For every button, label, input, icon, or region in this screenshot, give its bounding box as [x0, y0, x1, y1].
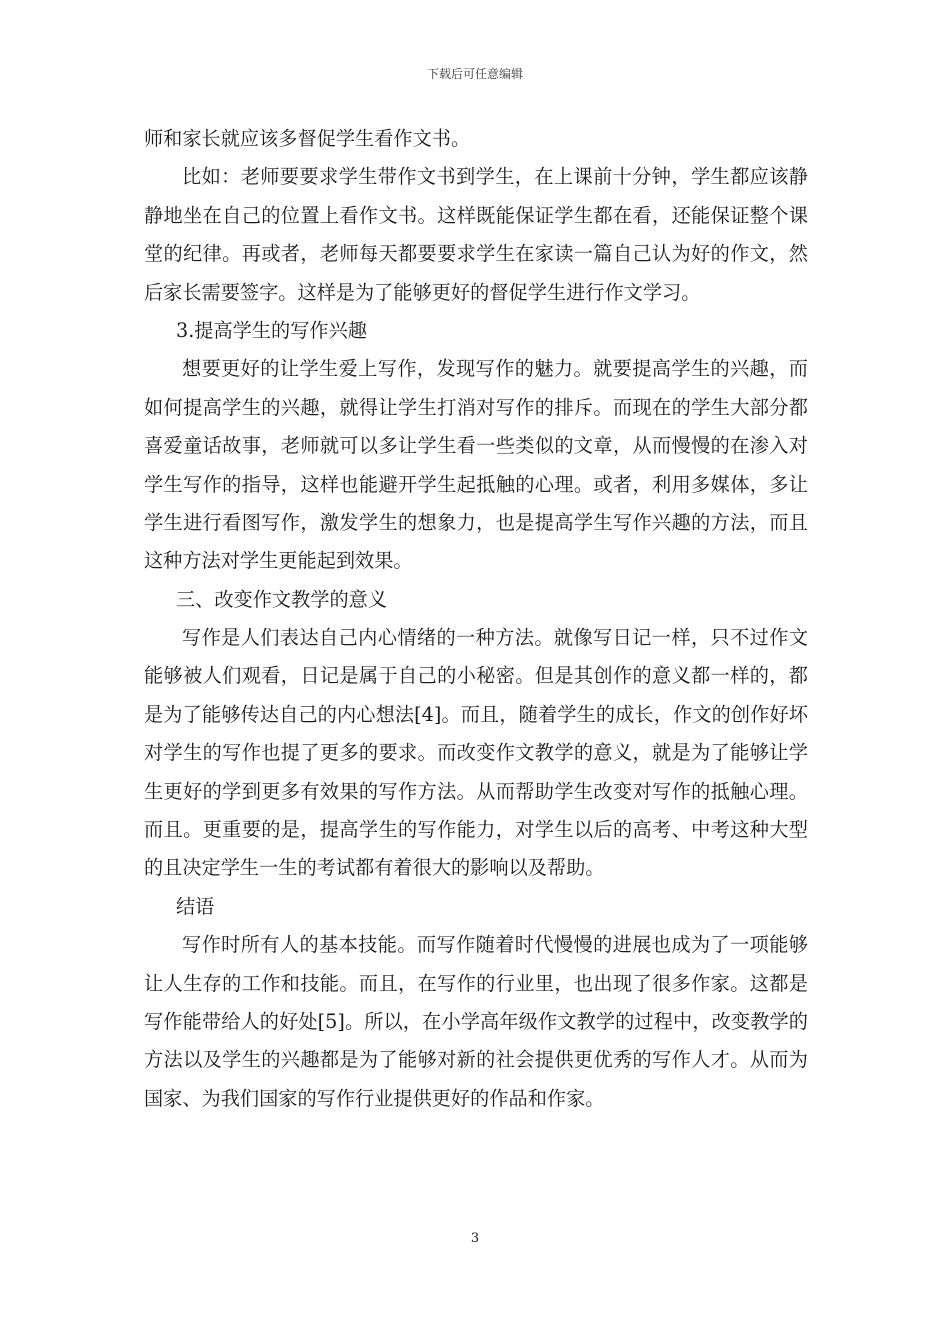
- paragraph-line: 后家长需要签字。这样是为了能够更好的督促学生进行作文学习。: [144, 280, 701, 304]
- paragraph-line: 堂的纪律。再或者，老师每天都要要求学生在家读一篇自己认为好的作文，然: [144, 242, 808, 266]
- section-heading: 三、改变作文教学的意义: [176, 587, 388, 611]
- paragraph-line: 让人生存的工作和技能。而且，在写作的行业里，也出现了很多作家。这都是: [144, 971, 808, 995]
- section-heading: 3.提高学生的写作兴趣: [176, 318, 367, 342]
- paragraph-line: 想要更好的让学生爱上写作，发现写作的魅力。就要提高学生的兴趣，而: [182, 357, 808, 381]
- section-heading: 结语: [176, 894, 215, 918]
- paragraph-line: 写作能带给人的好处[5]。所以，在小学高年级作文教学的过程中，改变教学的: [144, 1009, 808, 1033]
- paragraph-line: 国家、为我们国家的写作行业提供更好的作品和作家。: [144, 1086, 605, 1110]
- paragraph-line: 写作时所有人的基本技能。而写作随着时代慢慢的进展也成为了一项能够: [182, 933, 808, 957]
- paragraph-line: 学生进行看图写作，激发学生的想象力，也是提高学生写作兴趣的方法，而且: [144, 510, 808, 534]
- paragraph-line: 的且决定学生一生的考试都有着很大的影响以及帮助。: [144, 856, 605, 880]
- paragraph-line: 这种方法对学生更能起到效果。: [144, 549, 413, 573]
- document-body: [144, 120, 808, 1118]
- paragraph-line: 师和家长就应该多督促学生看作文书。: [144, 127, 471, 150]
- paragraph-line: 比如：老师要要求学生带作文书到学生，在上课前十分钟，学生都应该静: [182, 165, 808, 189]
- paragraph-line: 喜爱童话故事，老师就可以多让学生看一些类似的文章，从而慢慢的在渗入对: [144, 434, 808, 458]
- paragraph-line: 学生写作的指导，这样也能避开学生起抵触的心理。或者，利用多媒体，多让: [144, 472, 808, 496]
- paragraph-line: 能够被人们观看，日记是属于自己的小秘密。但是其创作的意义都一样的，都: [144, 664, 808, 688]
- paragraph-line: 生更好的学到更多有效果的写作方法。从而帮助学生改变对写作的抵触心理。: [144, 779, 808, 803]
- paragraph-line: 静地坐在自己的位置上看作文书。这样既能保证学生都在看，还能保证整个课: [144, 203, 808, 227]
- paragraph-line: 方法以及学生的兴趣都是为了能够对新的社会提供更优秀的写作人才。从而为: [144, 1048, 808, 1072]
- paragraph-line: 对学生的写作也提了更多的要求。而改变作文教学的意义，就是为了能够让学: [144, 741, 808, 765]
- paragraph-line: 写作是人们表达自己内心情绪的一种方法。就像写日记一样，只不过作文: [182, 626, 808, 650]
- paragraph-line: 是为了能够传达自己的内心想法[4]。而且，随着学生的成长，作文的创作好坏: [144, 702, 808, 726]
- page-header: 下载后可任意编辑: [426, 67, 523, 81]
- paragraph-line: 而且。更重要的是，提高学生的写作能力，对学生以后的高考、中考这种大型: [144, 818, 808, 842]
- page-number: 3: [470, 1231, 480, 1246]
- paragraph-line: 如何提高学生的兴趣，就得让学生打消对写作的排斥。而现在的学生大部分都: [144, 395, 808, 419]
